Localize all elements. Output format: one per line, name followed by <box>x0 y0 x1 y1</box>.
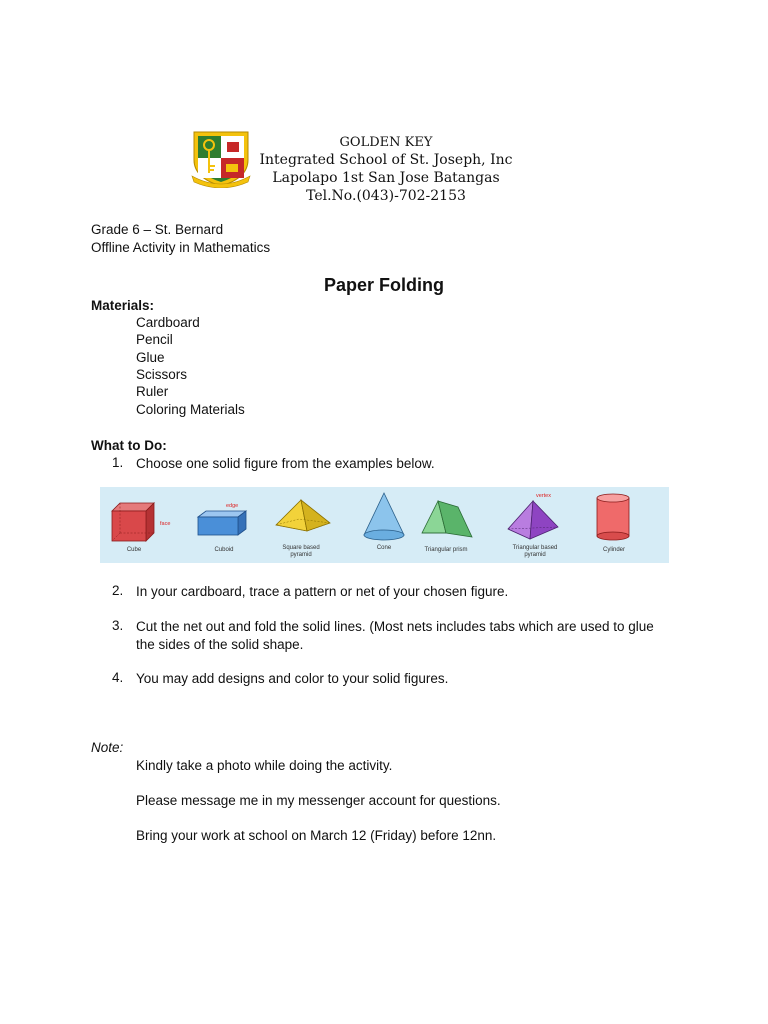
triangular-prism-figure <box>422 501 472 537</box>
shape-label-cuboid: Cuboid <box>214 547 234 553</box>
what-to-do-heading: What to Do: <box>91 438 167 453</box>
step-number: 4. <box>112 670 124 685</box>
edge-tag: edge <box>226 503 239 509</box>
school-name-block <box>258 134 514 205</box>
material-item: Ruler <box>136 384 169 399</box>
school-line-3: Lapolapo 1st San Jose Batangas <box>272 170 500 186</box>
cylinder-figure <box>597 494 629 540</box>
grade-section: Grade 6 – St. Bernard <box>91 222 224 237</box>
materials-heading: Materials: <box>91 298 155 313</box>
step-text: Choose one solid figure from the examples below. <box>136 456 435 471</box>
shape-label-triangular-prism: Triangular prism <box>424 547 468 553</box>
step-text: In your cardboard, trace a pattern or net of your chosen figure. <box>136 584 509 599</box>
note-line: Bring your work at school on March 12 (Friday) before 12nn. <box>136 828 497 843</box>
activity-subject: Offline Activity in Mathematics <box>91 240 271 255</box>
material-item: Cardboard <box>136 315 200 330</box>
school-line-1: GOLDEN KEY <box>339 135 433 150</box>
material-item: Scissors <box>136 367 188 382</box>
note-line: Please message me in my messenger account for questions. <box>136 793 501 808</box>
school-line-2: Integrated School of St. Joseph, Inc <box>259 152 513 168</box>
square-pyramid-figure <box>276 500 330 531</box>
cone-figure <box>364 493 404 540</box>
face-tag: face <box>160 521 171 527</box>
shape-label-cube: Cube <box>126 547 142 553</box>
school-line-4: Tel.No.(043)-702-2153 <box>306 188 466 204</box>
shape-label-square-pyramid: Square based pyramid <box>282 545 320 558</box>
step-number: 3. <box>112 618 124 633</box>
vertex-tag: vertex <box>536 493 551 499</box>
material-item: Pencil <box>136 332 173 347</box>
step-number: 1. <box>112 455 124 470</box>
material-item: Glue <box>136 350 165 365</box>
step-text: Cut the net out and fold the solid lines. (Most nets includes tabs which are used to glue the sides of the solid shape. <box>136 619 654 652</box>
page-title: Paper Folding <box>323 275 444 295</box>
school-crest-logo <box>190 130 252 188</box>
cuboid-figure <box>198 511 246 535</box>
solid-figures-panel <box>100 487 669 563</box>
shape-label-cylinder: Cylinder <box>602 547 625 553</box>
step-number: 2. <box>112 583 124 598</box>
triangular-pyramid-figure <box>508 501 558 539</box>
step-text: You may add designs and color to your solid figures. <box>136 671 449 686</box>
note-heading: Note: <box>91 740 124 755</box>
shape-label-cone: Cone <box>376 545 392 551</box>
shape-label-triangular-pyramid: Triangular based pyramid <box>512 545 558 558</box>
cube-figure <box>112 503 154 541</box>
material-item: Coloring Materials <box>136 402 245 417</box>
note-line: Kindly take a photo while doing the activity. <box>136 758 393 773</box>
